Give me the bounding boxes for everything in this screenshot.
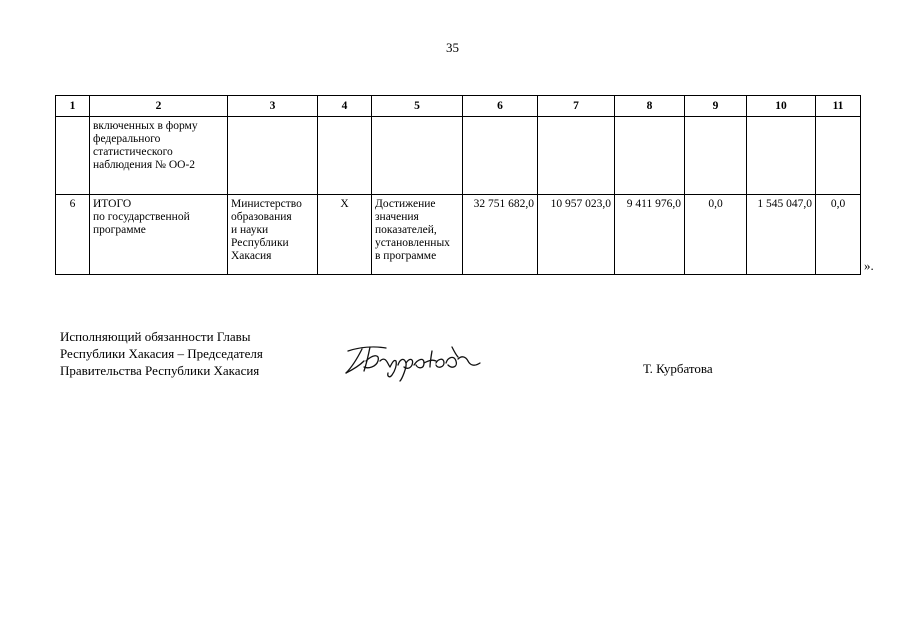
- table-row-total: [56, 195, 861, 275]
- text-line: образования: [231, 211, 292, 223]
- cell-amount-col10: 1 545 047,0: [747, 195, 816, 275]
- program-budget-table: [55, 95, 861, 275]
- header-col-2: 2: [90, 96, 228, 117]
- cell-empty: [816, 117, 861, 195]
- cell-amount-total: 32 751 682,0: [463, 195, 538, 275]
- text-line: наблюдения № ОО-2: [93, 159, 196, 171]
- header-col-9: 9: [685, 96, 747, 117]
- cell-empty: [538, 117, 615, 195]
- header-col-11: 11: [816, 96, 861, 117]
- header-col-4: 4: [318, 96, 372, 117]
- signatory-title-line: Правительства Республики Хакасия: [60, 363, 260, 378]
- text-line: Республики: [231, 237, 289, 249]
- cell-responsible: [228, 195, 318, 275]
- table-header-row: [56, 96, 861, 117]
- cell-amount-col11: 0,0: [816, 195, 861, 275]
- cell-empty: [615, 117, 685, 195]
- cell-empty: [747, 117, 816, 195]
- header-col-1: 1: [56, 96, 90, 117]
- cell-goal: [372, 195, 463, 275]
- text-line: статистического: [93, 146, 173, 158]
- page-number: 35: [446, 40, 459, 55]
- text-line: и науки: [231, 224, 269, 236]
- text-line: ИТОГО: [93, 198, 132, 210]
- cell-amount-col7: 10 957 023,0: [538, 195, 615, 275]
- header-col-8: 8: [615, 96, 685, 117]
- header-col-7: 7: [538, 96, 615, 117]
- text-line: показателей,: [375, 224, 437, 236]
- text-line: Министерство: [231, 198, 302, 210]
- cell-amount-col9: 0,0: [685, 195, 747, 275]
- cell-empty: [372, 117, 463, 195]
- cell-description: [90, 117, 228, 195]
- closing-quote: ».: [864, 258, 874, 273]
- text-line: установленных: [375, 237, 450, 249]
- text-line: включенных в форму: [93, 120, 198, 132]
- cell-total-label: [90, 195, 228, 275]
- text-line: федерального: [93, 133, 161, 145]
- text-line: программе: [93, 224, 146, 236]
- cell-empty: [685, 117, 747, 195]
- text-line: в программе: [375, 250, 437, 262]
- text-line: Хакасия: [231, 250, 272, 262]
- cell-empty: [463, 117, 538, 195]
- table-row-continuation: [56, 117, 861, 195]
- header-col-5: 5: [372, 96, 463, 117]
- header-col-3: 3: [228, 96, 318, 117]
- header-col-6: 6: [463, 96, 538, 117]
- handwritten-signature: [340, 335, 510, 383]
- text-line: значения: [375, 211, 419, 223]
- cell-empty: [318, 117, 372, 195]
- cell-x-mark: X: [318, 195, 372, 275]
- cell-empty: [228, 117, 318, 195]
- signer-name: Т. Курбатова: [643, 361, 713, 376]
- text-line: Достижение: [375, 198, 436, 210]
- cell-row-number: 6: [56, 195, 90, 275]
- text-line: по государственной: [93, 211, 190, 223]
- cell-amount-col8: 9 411 976,0: [615, 195, 685, 275]
- signatory-title-line: Исполняющий обязанности Главы: [60, 329, 251, 344]
- header-col-10: 10: [747, 96, 816, 117]
- cell-empty: [56, 117, 90, 195]
- signatory-title: [60, 328, 263, 379]
- signatory-title-line: Республики Хакасия – Председателя: [60, 346, 263, 361]
